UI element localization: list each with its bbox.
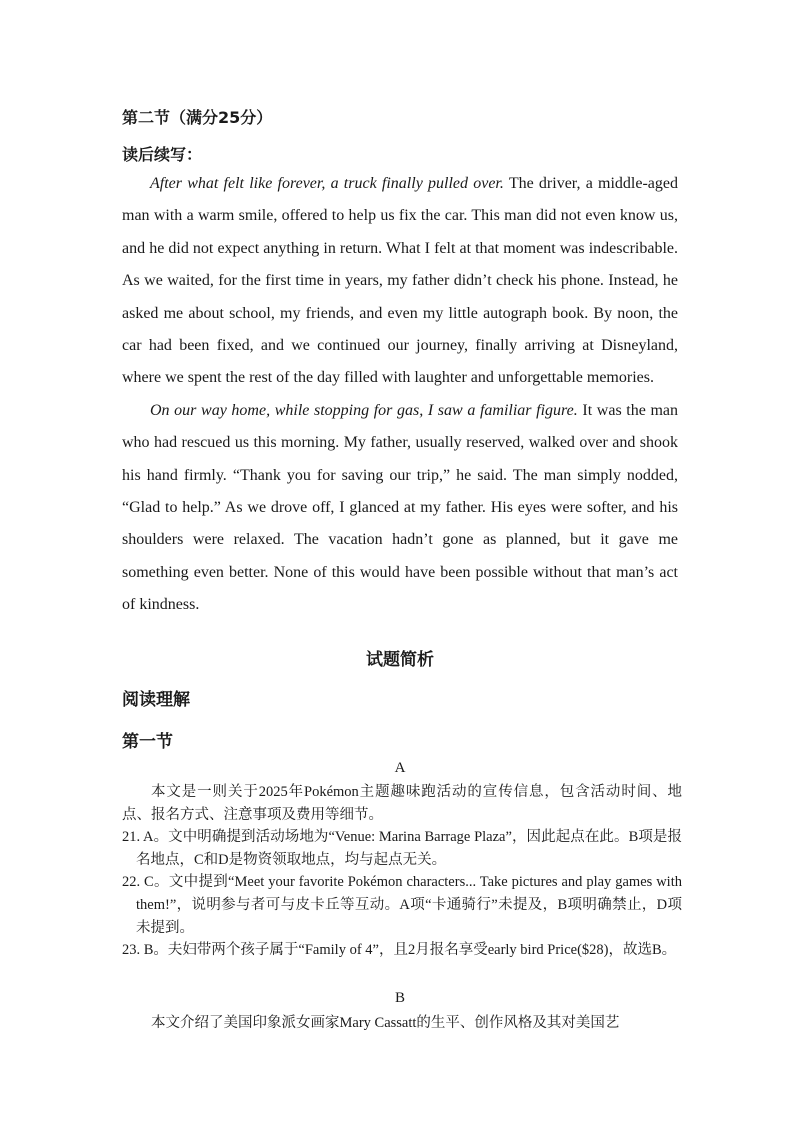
paragraph-2-text: It was the man who had rescued us this morning. My father, usually reserved, walked over and shook his hand firmly. “Thank you for saving our trip,” he said. The man simply nodded, “Glad to help.” As we drove off, I glanced at my father. His eyes were softer, and his shoulders were relaxed. The vacation hadn’t gone as planned, but it gave me something even better. None of this would have been possible without that man’s act of kindness. bbox=[122, 401, 678, 614]
passage-b-intro: 本文介绍了美国印象派女画家Mary Cassatt的生平、创作风格及其对美国艺 bbox=[151, 1015, 620, 1031]
paragraph-2-lead-sentence: On our way home, while stopping for gas, I saw a familiar figure. bbox=[150, 401, 578, 419]
essay-paragraph-2 bbox=[122, 395, 678, 622]
essay-body bbox=[122, 168, 678, 622]
question-22-explanation: 22. C。文中提到“Meet your favorite Pokémon characters... Take pictures and play games with them!”，说明参与者可与皮卡丘等互动。A项“卡通骑行”未提及，B项明确禁止，D项未提到。 bbox=[122, 874, 682, 936]
question-21-explanation: 21. A。文中明确提到活动场地为“Venue: Marina Barrage Plaza”，因此起点在此。B项是报名地点，C和D是物资领取地点，均与起点无关。 bbox=[122, 829, 682, 868]
passage-b-letter: B bbox=[394, 990, 405, 1006]
continuation-writing-label: 读后续写： bbox=[122, 145, 203, 164]
essay-paragraph-1 bbox=[122, 168, 678, 395]
passage-a-analysis bbox=[122, 781, 682, 962]
passage-b-analysis bbox=[122, 1012, 682, 1035]
reading-comprehension-heading: 阅读理解 bbox=[122, 690, 190, 710]
passage-a-letter: A bbox=[394, 760, 406, 776]
analysis-heading: 试题简析 bbox=[366, 650, 434, 670]
section-title: 第二节（满分25分） bbox=[122, 108, 273, 127]
paragraph-1-text: The driver, a middle-aged man with a warm smile, offered to help us fix the car. This man did not even know us, and he did not expect anything in return. What I felt at that moment was indescribable. As we waited, for the first time in years, my father didn’t check his phone. Instead, he asked me about school, my friends, and even my little autograph book. By noon, the car had been fixed, and we continued our journey, finally arriving at Disneyland, where we spent the rest of the day filled with laughter and unforgettable memories. bbox=[122, 175, 678, 387]
paragraph-1-lead-sentence: After what felt like forever, a truck finally pulled over. bbox=[150, 175, 504, 192]
passage-a-intro: 本文是一则关于2025年Pokémon主题趣味跑活动的宣传信息，包含活动时间、地点、报名方式、注意事项及费用等细节。 bbox=[122, 784, 682, 823]
part-one-heading: 第一节 bbox=[122, 732, 173, 752]
question-23-explanation: 23. B。夫妇带两个孩子属于“Family of 4”，且2月报名享受early bird Price($28)，故选B。 bbox=[122, 942, 677, 959]
